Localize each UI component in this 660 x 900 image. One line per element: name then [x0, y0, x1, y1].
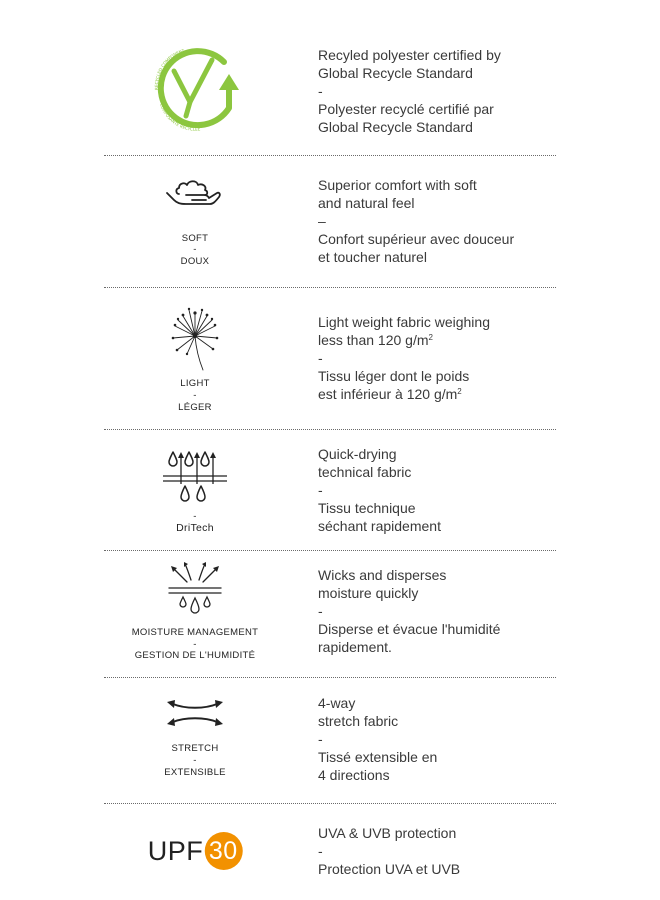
- feature-label-fr: GESTION DE L'HUMIDITÉ: [134, 650, 256, 661]
- logo-bottom-arc-text: COMPOSANTE RECYCLÉE: [159, 102, 201, 132]
- description-separator: -: [318, 83, 323, 99]
- description: [318, 313, 638, 403]
- description-fr-line: Tissu léger dont le poids: [318, 368, 470, 384]
- description-separator: –: [318, 213, 326, 229]
- feature-dritech: [0, 430, 660, 550]
- feature-stretch: [0, 678, 660, 803]
- description-en-line: UVA & UVB protection: [318, 825, 457, 841]
- description-separator: -: [318, 843, 323, 859]
- description-en-line: Superior comfort with soft: [318, 177, 477, 193]
- feature-label-en: DriTech: [176, 522, 214, 534]
- description: [318, 694, 638, 784]
- superscript: 2: [428, 333, 433, 342]
- stretch-arrows-icon: [165, 698, 225, 728]
- feature-moisture-management: [0, 551, 660, 677]
- feature-label-en: STRETCH: [171, 743, 219, 754]
- description-fr-line: 4 directions: [318, 767, 390, 783]
- description-en-line: [318, 331, 638, 349]
- description: [318, 566, 638, 656]
- logo-top-arc-text: RECYCLED COMPONENT: [153, 48, 186, 91]
- description-fr-line: séchant rapidement: [318, 518, 441, 534]
- description-en-line: 4-way: [318, 695, 356, 711]
- description-en-line: Quick-drying: [318, 446, 397, 462]
- feature-label-en: LIGHT: [180, 378, 210, 389]
- feature-recycled: [0, 0, 660, 155]
- description-fr-line: Polyester recyclé certifié par: [318, 101, 494, 117]
- description-fr-line: Tissé extensible en: [318, 749, 438, 765]
- description-fr-line: et toucher naturel: [318, 249, 427, 265]
- description-fr-line: Protection UVA et UVB: [318, 861, 461, 877]
- upf-badge-icon: [148, 832, 243, 870]
- feature-label-separator: -: [193, 755, 197, 766]
- description-en-line: and natural feel: [318, 195, 415, 211]
- description-fr-line: Confort supérieur avec douceur: [318, 231, 515, 247]
- feature-label-fr: DOUX: [180, 256, 210, 267]
- feature-label-fr: EXTENSIBLE: [164, 767, 226, 778]
- drops-arrows-icon: [163, 446, 227, 510]
- icon-column: [100, 804, 290, 900]
- feature-label-fr: LÉGER: [178, 402, 212, 413]
- feature-label-separator: -: [193, 390, 197, 401]
- upf-value-badge: 30: [204, 832, 242, 870]
- icon-column: [100, 156, 290, 287]
- description: [318, 46, 638, 136]
- description-fr-line: Tissu technique: [318, 500, 416, 516]
- feature-label-separator: -: [193, 244, 197, 255]
- description-en-line: stretch fabric: [318, 713, 399, 729]
- description-fr-text: est inférieur à 120 g/m: [318, 386, 458, 402]
- description-separator: -: [318, 482, 323, 498]
- moisture-management-icon: [163, 560, 227, 622]
- feature-light: [0, 288, 660, 429]
- feature-label-separator: -: [193, 639, 197, 650]
- feature-label-separator: -: [193, 511, 197, 522]
- description-separator: -: [318, 731, 323, 747]
- description-separator: -: [318, 350, 323, 366]
- icon-column: [100, 430, 290, 550]
- description-en-line: Wicks and disperses: [318, 567, 447, 583]
- feature-label-en: MOISTURE MANAGEMENT: [131, 627, 259, 638]
- description-en-line: Light weight fabric weighing: [318, 314, 490, 330]
- description-fr-line: [318, 385, 638, 403]
- feature-soft: [0, 156, 660, 287]
- feature-upf: [0, 804, 660, 900]
- icon-column: [100, 288, 290, 429]
- description-en-text: less than 120 g/m: [318, 332, 429, 348]
- icon-column: [100, 678, 290, 803]
- description-fr-line: Disperse et évacue l'humidité: [318, 621, 501, 637]
- icon-column: [100, 551, 290, 677]
- description: [318, 176, 638, 266]
- description-fr-line: Global Recycle Standard: [318, 119, 473, 135]
- soft-hand-icon: [164, 176, 226, 214]
- superscript: 2: [457, 387, 462, 396]
- description-separator: -: [318, 603, 323, 619]
- description-en-line: technical fabric: [318, 464, 412, 480]
- description-en-line: Recyled polyester certified by: [318, 47, 501, 63]
- feature-label-en: SOFT: [181, 233, 209, 244]
- description-en-line: Global Recycle Standard: [318, 65, 473, 81]
- description: [318, 445, 638, 535]
- upf-text: UPF: [147, 835, 204, 866]
- description-fr-line: rapidement.: [318, 639, 392, 655]
- description: [318, 824, 638, 878]
- icon-column: [100, 0, 290, 155]
- description-en-line: moisture quickly: [318, 585, 419, 601]
- dandelion-icon: [169, 306, 221, 372]
- recycled-certification-icon: [140, 38, 250, 136]
